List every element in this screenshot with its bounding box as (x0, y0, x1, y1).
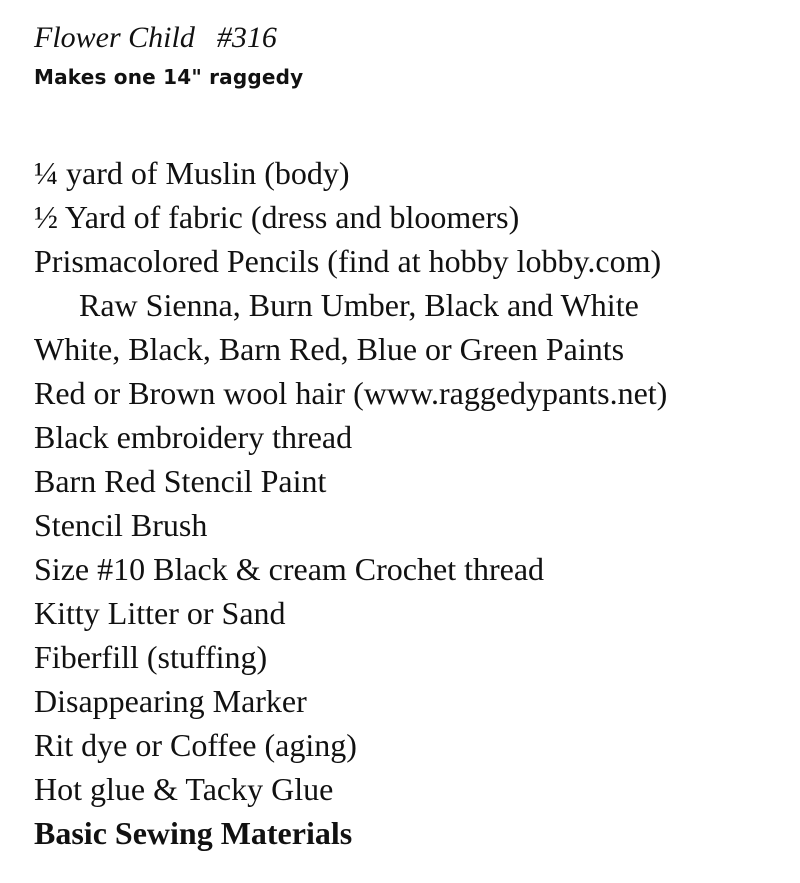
materials-list (34, 151, 667, 855)
material-item: Red or Brown wool hair (www.raggedypants.net) (34, 375, 668, 411)
pattern-name: Flower Child (34, 21, 195, 54)
material-item: Fiberfill (stuffing) (34, 639, 268, 675)
material-item: White, Black, Barn Red, Blue or Green Paints (34, 331, 625, 367)
material-item: Size #10 Black & cream Crochet thread (34, 551, 545, 587)
material-item: Basic Sewing Materials (34, 815, 353, 851)
material-item: Rit dye or Coffee (aging) (34, 727, 357, 763)
material-item: Kitty Litter or Sand (34, 595, 286, 631)
material-item: Disappearing Marker (34, 683, 307, 719)
pattern-number: #316 (216, 21, 277, 54)
material-item: Stencil Brush (34, 507, 208, 543)
material-item: Barn Red Stencil Paint (34, 463, 327, 499)
material-item: Black embroidery thread (34, 419, 353, 455)
material-item: ½ Yard of fabric (dress and bloomers) (34, 199, 520, 235)
material-item: ¼ yard of Muslin (body) (34, 155, 350, 191)
material-item: Prismacolored Pencils (find at hobby lobby.com) (34, 243, 662, 279)
pattern-title (34, 20, 277, 56)
material-item: Hot glue & Tacky Glue (34, 771, 334, 807)
material-item: Raw Sienna, Burn Umber, Black and White (79, 287, 639, 323)
pattern-subtitle: Makes one 14" raggedy (34, 65, 304, 89)
